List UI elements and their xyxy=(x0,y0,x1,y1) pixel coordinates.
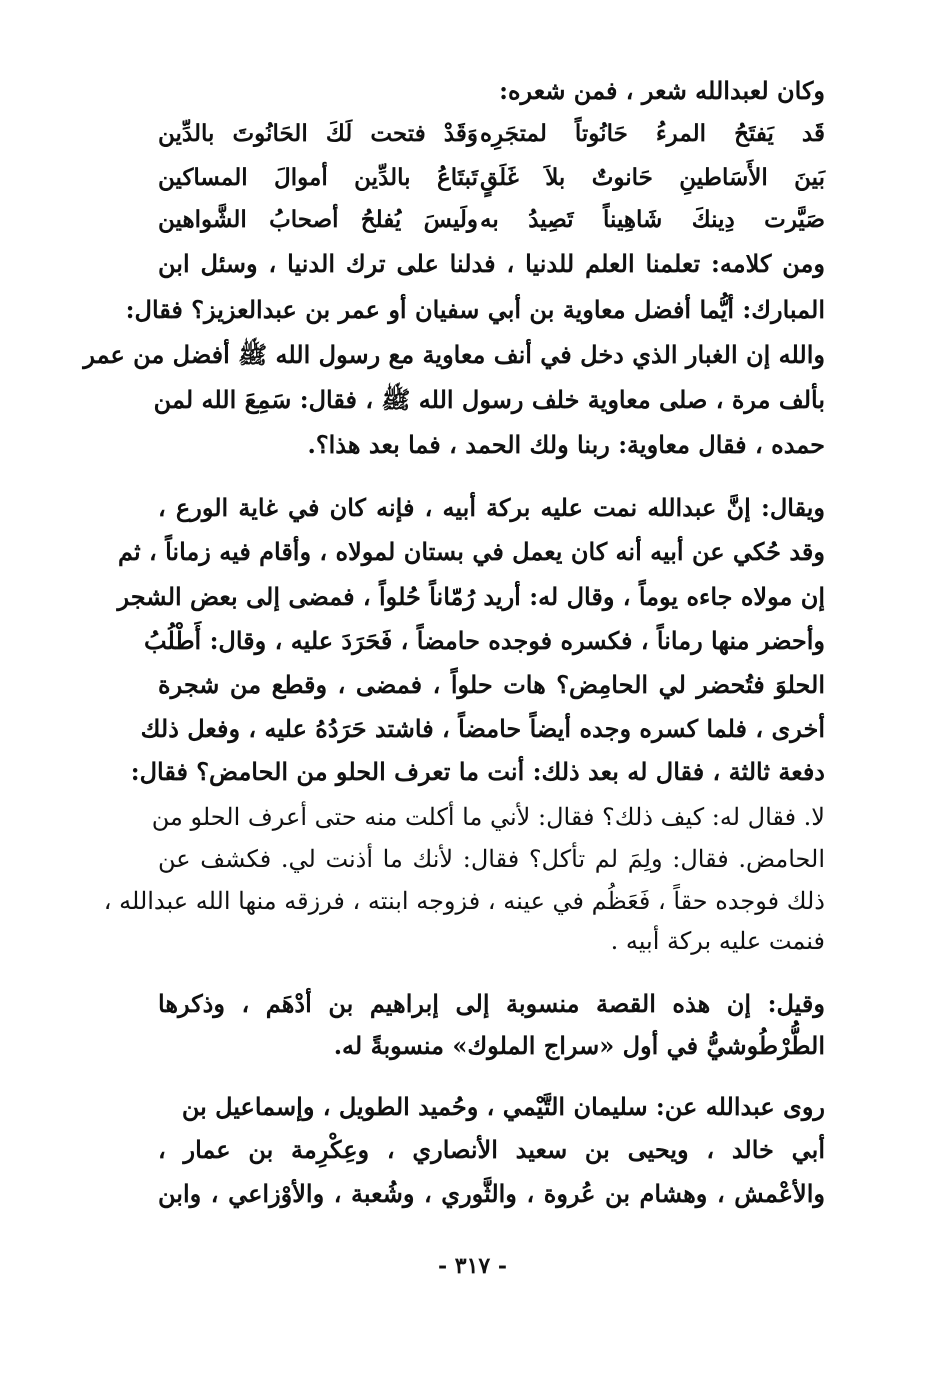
verse-3-second: ولَيسَ يُفلحُ أصحابُ الشَّواهين xyxy=(158,206,478,233)
verse-3-first: صَيَّرت دِينكَ شَاهِيناً تَصِيدُ به xyxy=(480,206,825,233)
text-line: ذلك فوجده حقاً ، فَعَظُم في عينه ، فزوجه ابنته ، فرزقه منها الله عبدالله ، xyxy=(103,887,825,915)
text-line: إن مولاه جاءه يوماً ، وقال له: أريد رُمّاناً حُلواً ، فمضى إلى بعض الشجر xyxy=(117,582,825,611)
text-line: حمده ، فقال معاوية: ربنا ولك الحمد ، فما بعد هذا؟. xyxy=(307,430,825,459)
text-line: ويقال: إنَّ عبدالله نمت عليه بركة أبيه ، فإنه كان في غاية الورع ، xyxy=(158,493,825,522)
text-line: أخرى ، فلما كسره وجده أيضاً حامضاً ، فاشتد حَرَدُهُ عليه ، وفعل ذلك xyxy=(140,714,825,743)
verse-1-first: قَد يَفتَحُ المرءُ حَانُوتاً لمتجَرِه xyxy=(480,120,825,147)
text-line: دفعة ثالثة ، فقال له بعد ذلك: أنت ما تعرف الحلو من الحامض؟ فقال: xyxy=(130,757,825,786)
verse-2-second: تَبتَاعُ بالدِّين أموالَ المساكين xyxy=(158,164,478,191)
text-line: الحامض. فقال: ولِمَ لم تأكل؟ فقال: لأنك ما أذنت لي. فكشف عن xyxy=(158,845,825,873)
verse-2-first: بَينَ الأَسَاطينِ حَانوتٌ بلاَ غَلَقٍ xyxy=(480,164,825,191)
text-line: أبي خالد ، ويحيى بن سعيد الأنصاري ، وعِكْرِمة بن عمار ، xyxy=(158,1135,825,1164)
text-line: والأعْمش ، وهشام بن عُروة ، والثَّوري ، وشُعبة ، والأوْزاعي ، وابن xyxy=(158,1179,825,1208)
text-line: الحلوَ فتُحضر لي الحامِض؟ هات حلواً ، فمضى ، وقطع من شجرة xyxy=(158,670,825,699)
text-line: وقد حُكي عن أبيه أنه كان يعمل في بستان لمولاه ، وأقام فيه زماناً ، ثم xyxy=(118,537,825,566)
text-line: لا. فقال له: كيف ذلك؟ فقال: لأني ما أكلت منه حتى أعرف الحلو من xyxy=(151,803,825,831)
text-line: ومن كلامه: تعلمنا العلم للدنيا ، فدلنا على ترك الدنيا ، وسئل ابن xyxy=(158,249,825,278)
text-line: وأحضر منها رماناً ، فكسره فوجده حامضاً ، فَحَرَدَ عليه ، وقال: أَطْلُبُ xyxy=(143,626,825,655)
text-line: المبارك: أيُّما أفضل معاوية بن أبي سفيان أو عمر بن عبدالعزيز؟ فقال: xyxy=(125,295,825,324)
text-line: بألف مرة ، صلى معاوية خلف رسول الله ﷺ ، فقال: سَمِعَ الله لمن xyxy=(153,385,825,414)
text-line: فنمت عليه بركة أبيه . xyxy=(610,927,825,955)
text-line: روى عبدالله عن: سليمان التَّيْمي ، وحُميد الطويل ، وإسماعيل بن xyxy=(181,1092,825,1121)
text-line: وقيل: إن هذه القصة منسوبة إلى إبراهيم بن أدْهَم ، وذكرها xyxy=(158,989,825,1018)
page-number: - ٣١٧ - xyxy=(437,1253,508,1279)
verse-1-second: وَقَدْ فتحت لَكَ الحَانُوتَ بالدِّين xyxy=(158,120,478,147)
text-line: الطُّرْطُوشيُّ في أول «سراج الملوك» منسوبةً له. xyxy=(333,1031,825,1060)
text-line: والله إن الغبار الذي دخل في أنف معاوية مع رسول الله ﷺ أفضل من عمر xyxy=(83,340,825,369)
poem-intro: وكان لعبدالله شعر ، فمن شعره: xyxy=(499,76,825,105)
